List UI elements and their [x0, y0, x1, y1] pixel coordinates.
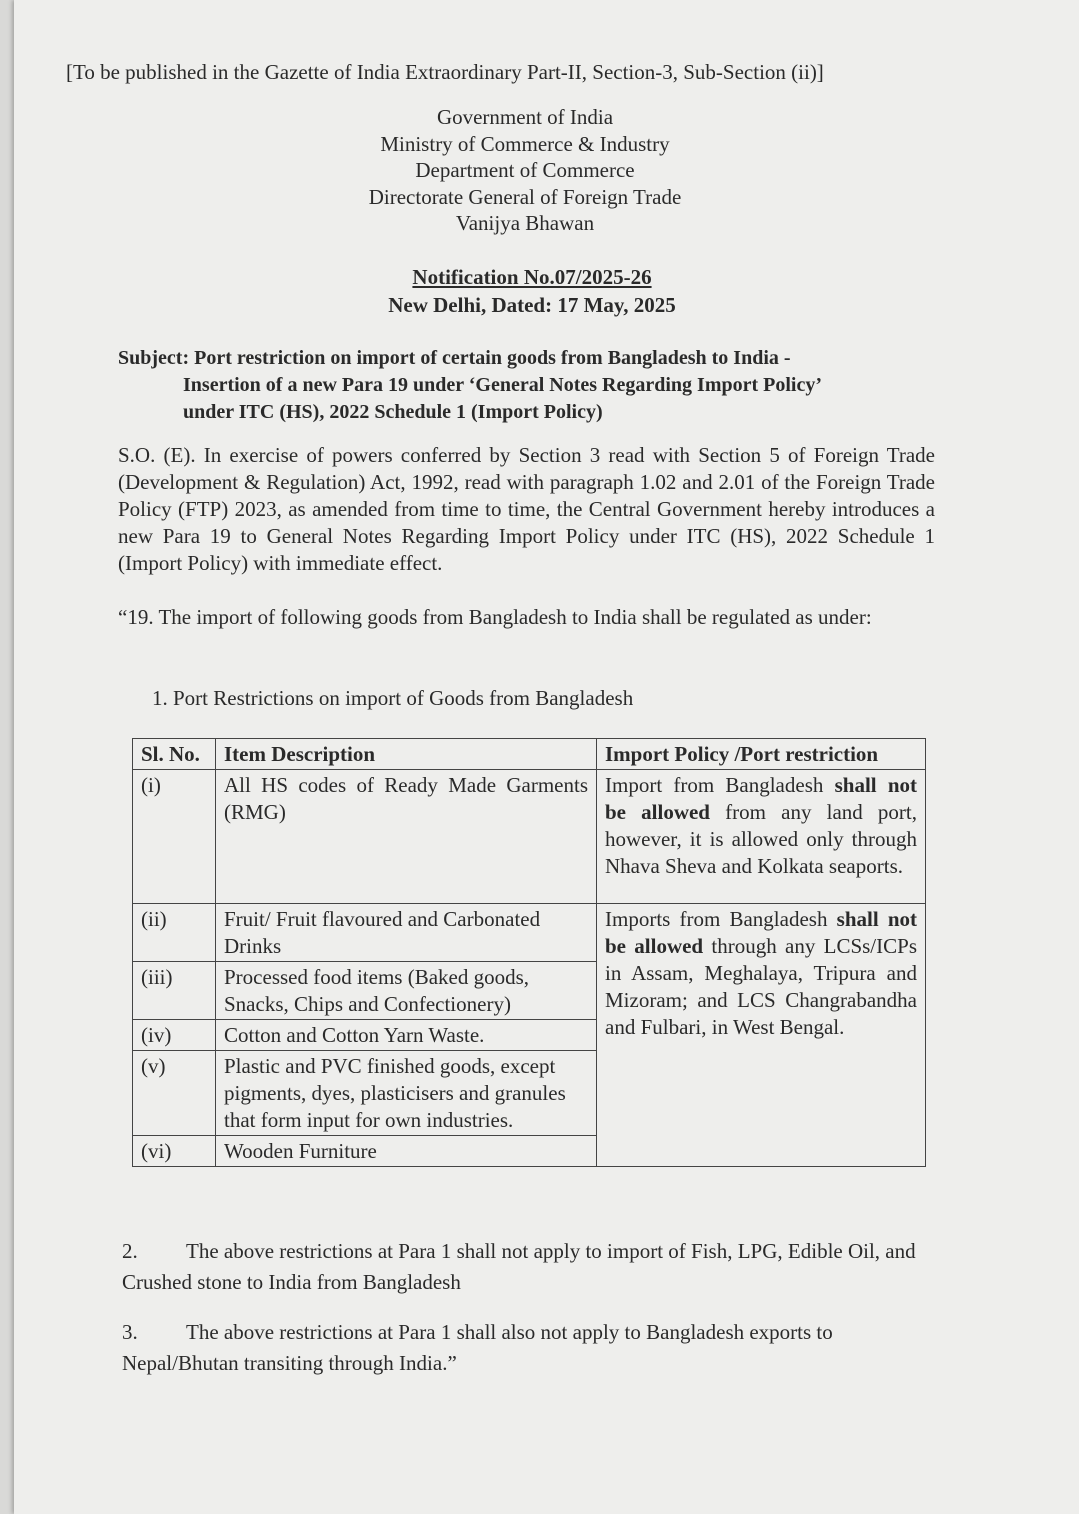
row-item: All HS codes of Ready Made Garments (RMG): [216, 770, 597, 904]
row-item: Fruit/ Fruit flavoured and Carbonated Drinks: [216, 904, 597, 962]
header-government: Government of India: [436, 105, 614, 129]
row-sl: (i): [133, 770, 216, 904]
table-row: [133, 770, 926, 904]
row-item: Processed food items (Baked goods, Snacks, Chips and Confectionery): [216, 962, 597, 1020]
header-directorate: Directorate General of Foreign Trade: [368, 184, 682, 209]
para-3-text: The above restrictions at Para 1 shall also not apply to Bangladesh exports to Nepal/Bhutan transiting through India.”: [122, 1320, 833, 1375]
notification-block: [14, 263, 1050, 319]
subject-line-1: Subject: Port restriction on import of certain goods from Bangladesh to India -: [118, 347, 791, 369]
issuing-authority-header: [14, 104, 1036, 237]
header-building: Vanijya Bhawan: [455, 211, 595, 236]
para-3-number: 3.: [122, 1320, 138, 1344]
row-sl: (ii): [133, 904, 216, 962]
policy-cell-land-ports: Imports from Bangladesh shall not be allowed through any LCSs/ICPs in Assam, Meghalaya, Tripura and Mizoram; and LCS Changrabandha and Fulbari, in West Bengal.: [597, 904, 926, 1167]
policy-cell-rmg: Import from Bangladesh shall not be allowed from any land port, however, it is allowed only through Nhava Sheva and Kolkata seaports.: [597, 770, 926, 904]
port-restrictions-table: [132, 738, 926, 1167]
header-import-policy: Import Policy /Port restriction: [597, 739, 926, 770]
table-row: [133, 904, 926, 962]
para-2-text: The above restrictions at Para 1 shall not apply to import of Fish, LPG, Edible Oil, and Crushed stone to India from Bangladesh: [122, 1239, 916, 1294]
header-ministry: Ministry of Commerce & Industry: [380, 131, 670, 156]
para-2: [122, 1236, 934, 1298]
subject-block: [118, 345, 938, 426]
so-paragraph: S.O. (E). In exercise of powers conferred by Section 3 read with Section 5 of Foreign Trade (Development & Regulation) Act, 1992, read with paragraph 1.02 and 2.01 of the Foreign Trade Policy (FTP) 2023, as amended from time to time, the Central Government hereby introduces a new Para 19 to General Notes Regarding Import Policy under ITC (HS), 2022 Schedule 1 (Import Policy) with immediate effect.: [118, 443, 935, 575]
notification-number: Notification No.07/2025-26: [412, 265, 652, 289]
row-sl: (iii): [133, 962, 216, 1020]
row-sl: (iv): [133, 1020, 216, 1051]
row-item: Wooden Furniture: [216, 1136, 597, 1167]
subject-line-2: Insertion of a new Para 19 under ‘General Notes Regarding Import Policy’: [183, 374, 823, 396]
header-department: Department of Commerce: [415, 158, 635, 183]
para-2-number: 2.: [122, 1239, 138, 1263]
notification-date: New Delhi, Dated: 17 May, 2025: [388, 293, 676, 317]
gazette-publication-line: [To be published in the Gazette of India Extraordinary Part-II, Section-3, Sub-Section (ii)]: [66, 60, 824, 84]
header-item-description: Item Description: [216, 739, 597, 770]
para-3: [122, 1317, 934, 1379]
table-header-row: [133, 739, 926, 770]
document-page: [14, 0, 1079, 1514]
list-heading: 1. Port Restrictions on import of Goods from Bangladesh: [152, 686, 634, 710]
row-sl: (v): [133, 1051, 216, 1136]
row-item: Cotton and Cotton Yarn Waste.: [216, 1020, 597, 1051]
row-item: Plastic and PVC finished goods, except pigments, dyes, plasticisers and granules that form input for own industries.: [216, 1051, 597, 1136]
header-sl-no: Sl. No.: [133, 739, 216, 770]
row-sl: (vi): [133, 1136, 216, 1167]
subject-line-3: under ITC (HS), 2022 Schedule 1 (Import Policy): [183, 401, 603, 423]
para-19-intro: “19. The import of following goods from Bangladesh to India shall be regulated as under:: [118, 605, 872, 629]
